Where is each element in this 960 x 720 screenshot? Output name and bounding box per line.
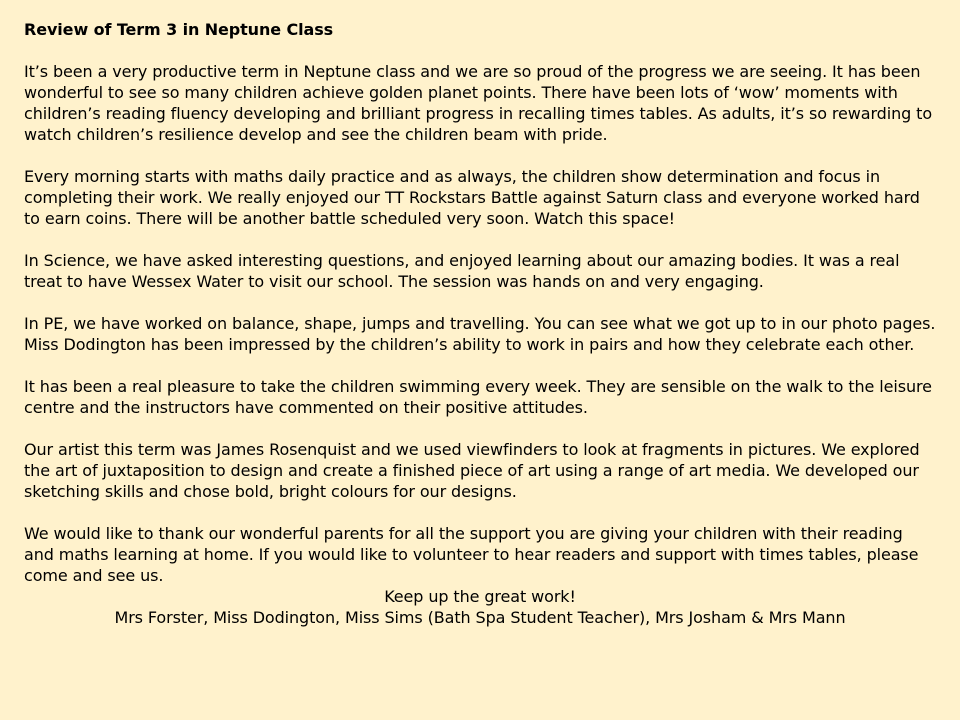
paragraph-art: Our artist this term was James Rosenquist and we used viewfinders to look at fragments in pictures. We explored the art of juxtaposition to design and create a finished piece of art using a range of art media. We developed our sketching skills and chose bold, bright colours for our designs. [24, 440, 920, 501]
newsletter-body [24, 19, 936, 628]
paragraph-swimming: It has been a real pleasure to take the children swimming every week. They are sensible on the walk to the leisure centre and the instructors have commented on their positive attitudes. [24, 377, 932, 417]
signature-line: Mrs Forster, Miss Dodington, Miss Sims (Bath Spa Student Teacher), Mrs Josham & Mrs Mann [114, 608, 846, 627]
paragraph-science: In Science, we have asked interesting questions, and enjoyed learning about our amazing bodies. It was a real treat to have Wessex Water to visit our school. The session was hands on and very engaging. [24, 251, 900, 291]
page-title: Review of Term 3 in Neptune Class [24, 20, 334, 39]
paragraph-overview: It’s been a very productive term in Neptune class and we are so proud of the progress we are seeing. It has been wonderful to see so many children achieve golden planet points. There have been lots of ‘wow’ moments with children’s reading fluency developing and brilliant progress in recalling times tables. As adults, it’s so rewarding to watch children’s resilience develop and see the children beam with pride. [24, 62, 933, 144]
paragraph-pe: In PE, we have worked on balance, shape, jumps and travelling. You can see what we got up to in our photo pages. Miss Dodington has been impressed by the children’s ability to work in pairs and how they celebrate each other. [24, 314, 936, 354]
paragraph-maths: Every morning starts with maths daily practice and as always, the children show determination and focus in completing their work. We really enjoyed our TT Rockstars Battle against Saturn class and everyone worked hard to earn coins. There will be another battle scheduled very soon. Watch this space! [24, 167, 920, 228]
paragraph-thanks: We would like to thank our wonderful parents for all the support you are giving your children with their reading and maths learning at home. If you would like to volunteer to hear readers and support with times tables, please come and see us. [24, 524, 919, 585]
closing-line: Keep up the great work! [384, 587, 576, 606]
